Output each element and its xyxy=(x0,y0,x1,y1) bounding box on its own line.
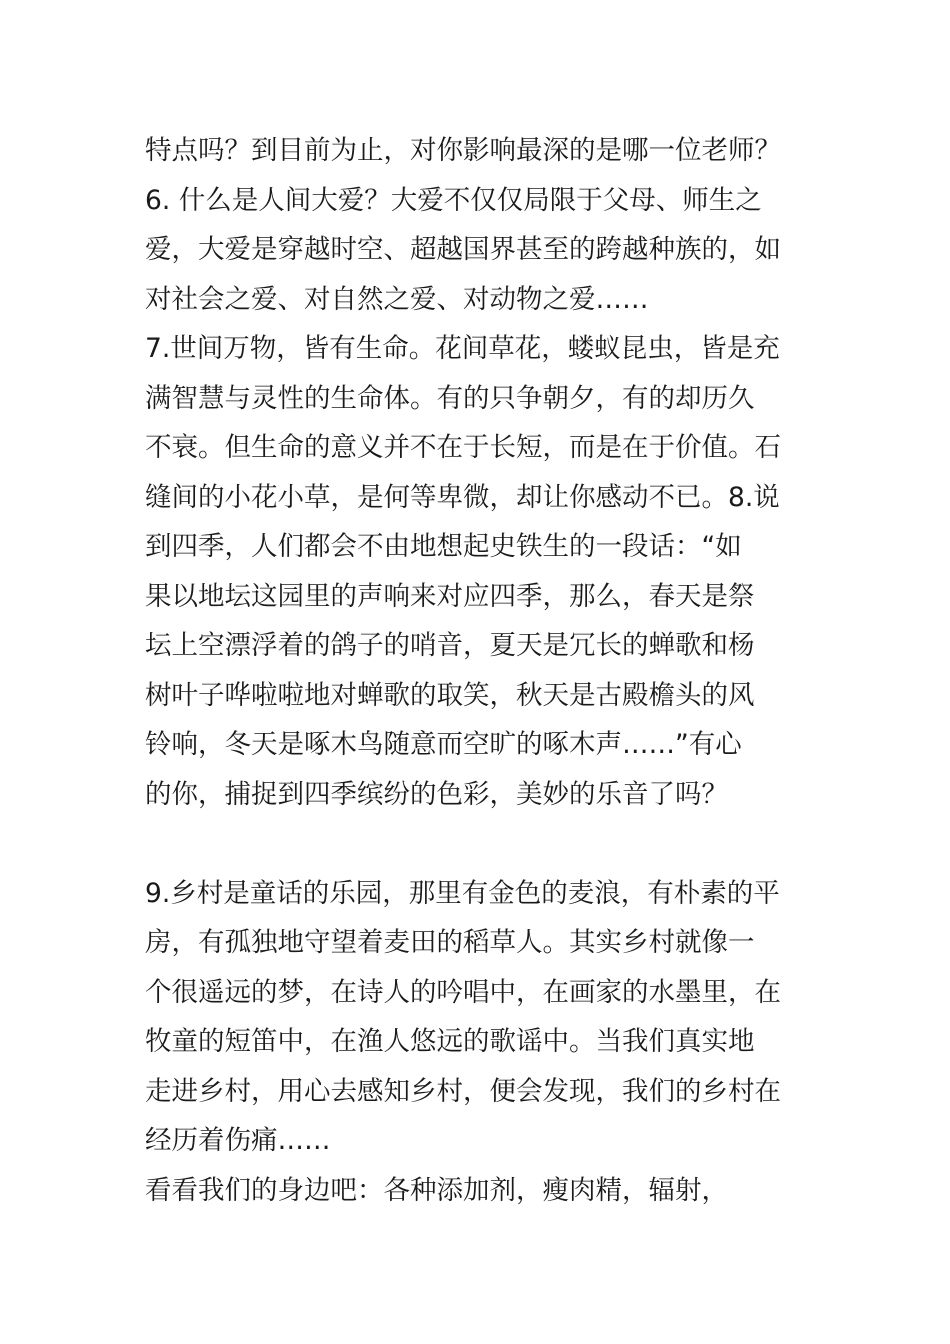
text-line: 6. 什么是人间大爱？大爱不仅仅局限于父母、师生之 xyxy=(145,184,762,216)
text-line: 对社会之爱、对自然之爱、对动物之爱…… xyxy=(145,283,649,315)
text-line: 特点吗？到目前为止，对你影响最深的是哪一位老师？ xyxy=(145,135,781,166)
text-line: 经历着伤痛…… xyxy=(145,1125,331,1156)
text-line: 个很遥远的梦，在诗人的吟唱中，在画家的水墨里，在 xyxy=(145,976,781,1008)
text-line: 7.世间万物，皆有生命。花间草花，蝼蚁昆虫，皆是充 xyxy=(145,333,780,364)
text-line: 坛上空漂浮着的鸽子的哨音，夏天是冗长的蝉歌和杨 xyxy=(145,630,755,661)
text-line: 牧童的短笛中，在渔人悠远的歌谣中。当我们真实地 xyxy=(145,1026,755,1057)
text-line: 不衰。但生命的意义并不在于长短，而是在于价值。石 xyxy=(145,432,781,463)
text-line: 缝间的小花小草，是何等卑微，却让你感动不已。8.说 xyxy=(145,481,780,513)
text-line: 走进乡村，用心去感知乡村，便会发现，我们的乡村在 xyxy=(145,1075,781,1107)
text-line: 果以地坛这园里的声响来对应四季，那么，春天是祭 xyxy=(145,580,755,612)
text-line: 树叶子哗啦啦地对蝉歌的取笑，秋天是古殿檐头的风 xyxy=(145,679,755,711)
text-line: 房，有孤独地守望着麦田的稻草人。其实乡村就像一 xyxy=(145,927,755,958)
text-line: 9.乡村是童话的乐园，那里有金色的麦浪，有朴素的平 xyxy=(145,877,780,909)
document-body xyxy=(145,126,825,1215)
text-line: 爱，大爱是穿越时空、超越国界甚至的跨越种族的，如 xyxy=(145,234,781,265)
text-line: 的你，捕捉到四季缤纷的色彩，美妙的乐音了吗？ xyxy=(145,778,728,810)
text-line: 看看我们的身边吧：各种添加剂，瘦肉精，辐射， xyxy=(145,1174,728,1206)
paragraph-gap xyxy=(145,819,825,869)
text-line: 铃响，冬天是啄木鸟随意而空旷的啄木声……”有心 xyxy=(145,729,742,760)
text-line: 到四季，人们都会不由地想起史铁生的一段话：“如 xyxy=(145,531,742,562)
text-line: 满智慧与灵性的生命体。有的只争朝夕，有的却历久 xyxy=(145,382,755,414)
